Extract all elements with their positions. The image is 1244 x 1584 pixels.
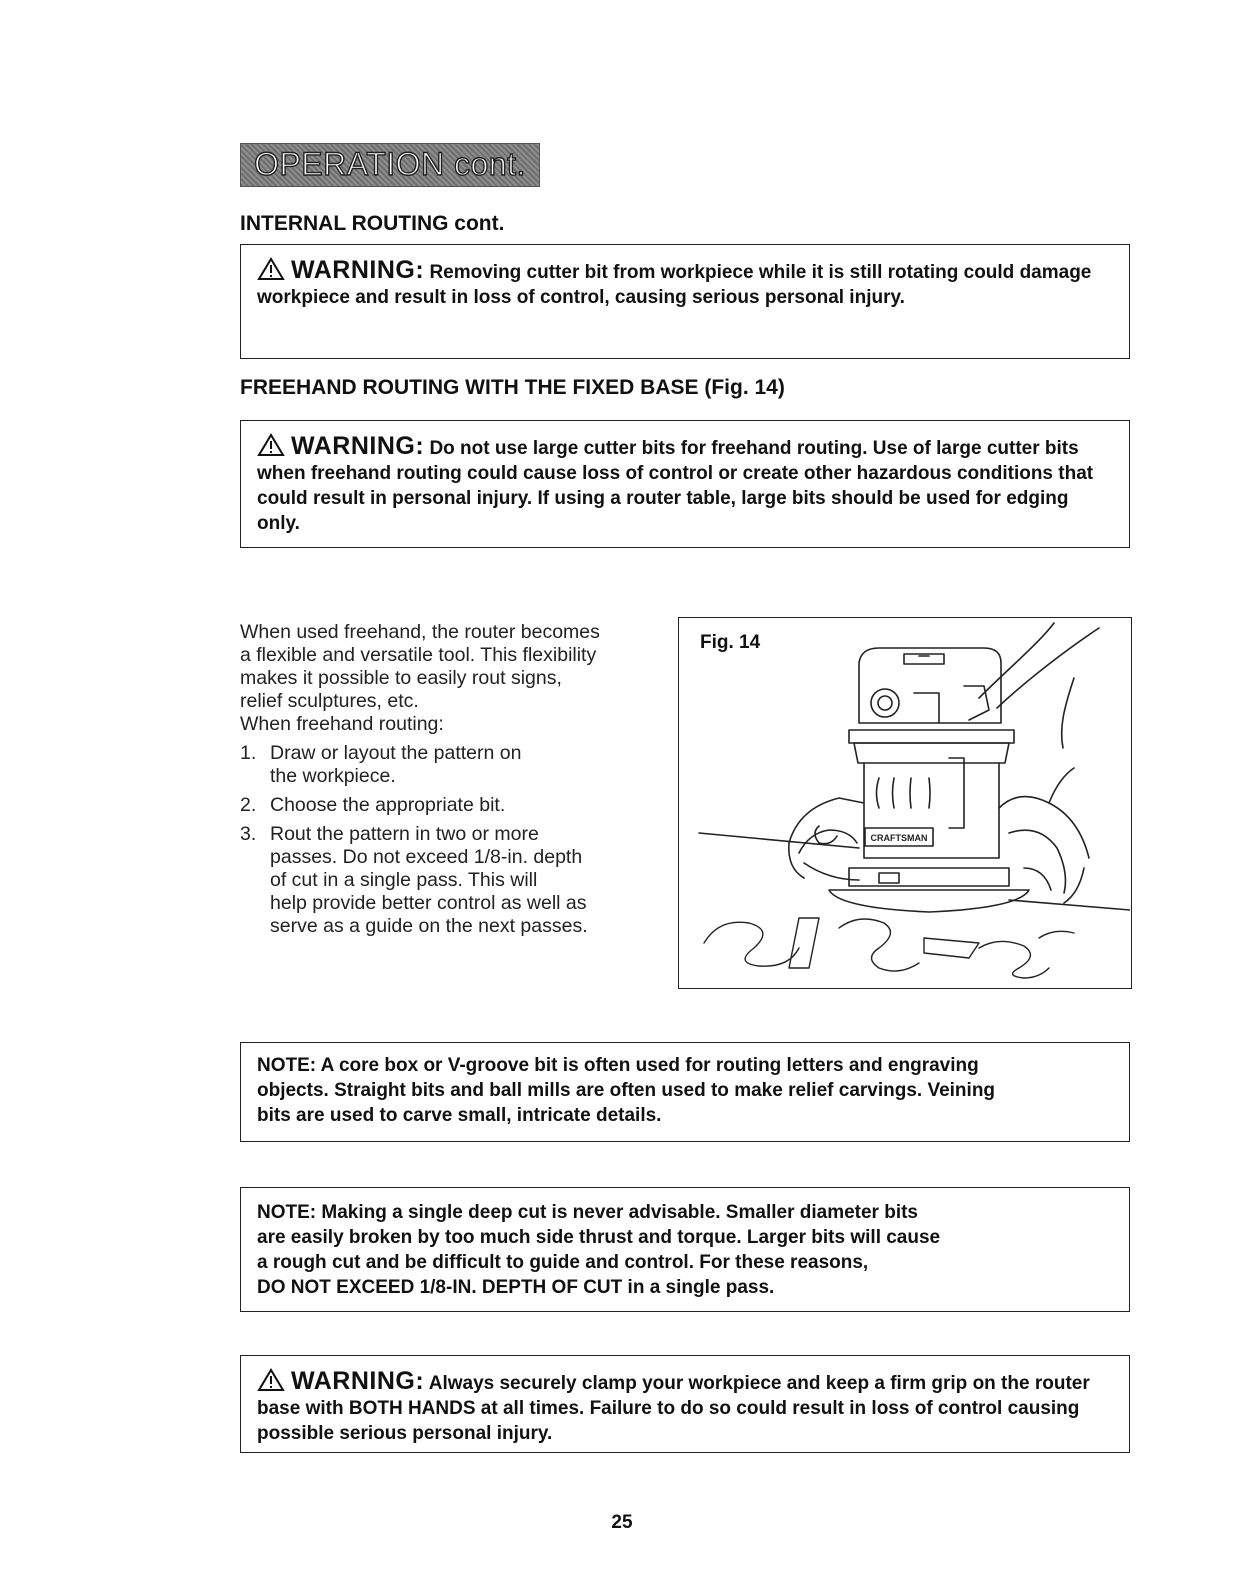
intro-line: When freehand routing: xyxy=(240,713,444,735)
step-item xyxy=(240,794,670,817)
steps-list xyxy=(240,742,670,938)
warning-triangle-icon xyxy=(257,433,285,457)
heading-freehand-routing: FREEHAND ROUTING WITH THE FIXED BASE (Fig. 14) xyxy=(240,376,785,399)
warning-triangle-icon xyxy=(257,1368,285,1392)
freehand-instructions xyxy=(240,621,670,938)
step-line: Rout the pattern in two or more xyxy=(270,823,539,845)
warning-triangle-icon xyxy=(257,257,285,281)
router-illustration xyxy=(679,618,1130,987)
heading-internal-routing: INTERNAL ROUTING cont. xyxy=(240,212,505,235)
step-line: passes. Do not exceed 1/8-in. depth xyxy=(270,846,583,868)
engraving-text: SIGNS xyxy=(860,967,898,981)
note-line: objects. Straight bits and ball mills are often used to make relief carvings. Veining xyxy=(257,1080,996,1101)
warning-label: WARNING: xyxy=(291,1367,425,1395)
intro-line: makes it possible to easily rout signs, xyxy=(240,667,562,689)
step-line: serve as a guide on the next passes. xyxy=(270,915,588,937)
step-item xyxy=(240,742,670,788)
banner-title: OPERATION cont. xyxy=(254,146,526,182)
section-banner xyxy=(240,143,540,187)
warning-box-removing-bit xyxy=(240,244,1130,359)
step-line: Draw or layout the pattern on xyxy=(270,742,522,764)
note-box-deep-cut xyxy=(240,1187,1130,1312)
warning-box-clamp xyxy=(240,1355,1130,1453)
warning-text: Always securely clamp your workpiece and keep a firm grip on the router base with BOTH HANDS at all times. Failure to do so could result in loss of control causing possible serious personal injury. xyxy=(257,1373,1090,1444)
step-line: of cut in a single pass. This will xyxy=(270,869,538,891)
figure-14 xyxy=(678,617,1132,989)
warning-label: WARNING: xyxy=(291,432,425,460)
warning-label: WARNING: xyxy=(291,256,425,284)
warning-box-large-bits xyxy=(240,420,1130,548)
warning-text: Do not use large cutter bits for freehand routing. Use of large cutter bits when freehand routing could cause loss of control or create other hazardous conditions that could result in personal injury. If using a router table, large bits should be used for edging only. xyxy=(257,438,1094,534)
step-number: 1. xyxy=(240,742,257,764)
note-line: are easily broken by too much side thrust and torque. Larger bits will cause xyxy=(257,1227,941,1248)
page-number: 25 xyxy=(611,1512,633,1533)
warning-text: Removing cutter bit from workpiece while it is still rotating could damage workpiece and result in loss of control, causing serious personal injury. xyxy=(257,262,1092,308)
note-box-bit-types xyxy=(240,1042,1130,1142)
router-brand-text: CRAFTSMAN xyxy=(870,833,928,843)
note-line: DO NOT EXCEED 1/8-IN. DEPTH OF CUT in a single pass. xyxy=(257,1277,775,1298)
figure-label: Fig. 14 xyxy=(700,632,761,653)
note-line: NOTE: Making a single deep cut is never advisable. Smaller diameter bits xyxy=(257,1202,919,1223)
note-line: a rough cut and be difficult to guide and control. For these reasons, xyxy=(257,1252,869,1273)
step-number: 3. xyxy=(240,823,257,845)
step-line: Choose the appropriate bit. xyxy=(270,794,506,816)
step-line: help provide better control as well as xyxy=(270,892,587,914)
step-number: 2. xyxy=(240,794,257,816)
intro-line: relief sculptures, etc. xyxy=(240,690,419,712)
intro-line: a flexible and versatile tool. This flexibility xyxy=(240,644,597,666)
step-item xyxy=(240,823,670,938)
note-line: NOTE: A core box or V-groove bit is often used for routing letters and engraving xyxy=(257,1055,979,1076)
step-line: the workpiece. xyxy=(270,765,396,787)
intro-line: When used freehand, the router becomes xyxy=(240,621,600,643)
note-line: bits are used to carve small, intricate details. xyxy=(257,1105,662,1126)
